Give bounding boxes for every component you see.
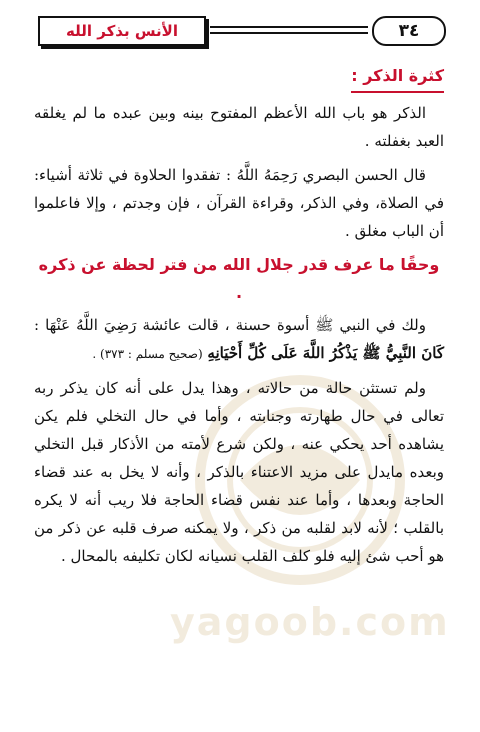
page-content <box>34 62 444 576</box>
paragraph-3 <box>34 311 444 368</box>
page-header <box>0 8 480 52</box>
paragraph-1: الذكر هو باب الله الأعظم المفتوح بينه وبين عبده ما لم يغلقه العبد بغفلته . <box>34 104 444 150</box>
hadith-text: كَانَ النَّبِيُّ ﷺ يَذْكُرُ اللَّهَ عَلَى كُلِّ أَحْيَانِهِ <box>207 344 444 362</box>
paragraph-2 <box>34 161 444 245</box>
speaker-name: قال الحسن البصري رَحِمَهُ اللَّهُ : <box>225 166 426 184</box>
section-heading: كثرة الذكر : <box>351 62 444 93</box>
book-title: الأنس بذكر الله <box>38 16 206 46</box>
paragraph-4: ولم تستثن حالة من حالاته ، وهذا يدل على أنه كان يذكر ربه تعالى في حال طهارته وجنابته ، وأما في حال التخلي فلم يكن يشاهده أحد يحكي عنه ، ولكن شرع لأمته من الأذكار قبل التخلي وبعده مايدل على مزيد الاعتناء بالذكر ، وأنه لا يخل به عند قضاء الحاجة وبعدها ، وأما عند نفس قضاء الحاجة فلا ريب أنه لا يكره بالقلب ؛ لأنه لابد لقلبه من ذكر ، ولا يمكنه صرف قلبه عن ذكر من هو أحب شئ إليه فلو كلف القلب نسيانه لكان تكليفه بالمحال . <box>34 379 444 565</box>
hadith-intro: ولك في النبي ﷺ أسوة حسنة ، قالت عائشة رَضِيَ اللَّهُ عَنْهَا : <box>34 316 426 334</box>
quote-text: تفقدوا الحلاوة في ثلاثة أشياء: في الصلاة، وفي الذكر، وقراءة القرآن ، فإن وجدتم ، وإلا فاعلموا أن الباب مغلق . <box>34 166 444 240</box>
watermark-text: yagoob.com <box>170 600 450 644</box>
header-rule-top <box>210 26 368 28</box>
header-rule-bottom <box>210 32 368 34</box>
hadith-source: (صحيح مسلم : ٣٧٣) . <box>92 347 203 361</box>
callout-highlight: وحقًا ما عرف قدر جلال الله من فتر لحظة عن ذكره . <box>38 255 440 302</box>
page-number: ٣٤ <box>372 16 446 46</box>
